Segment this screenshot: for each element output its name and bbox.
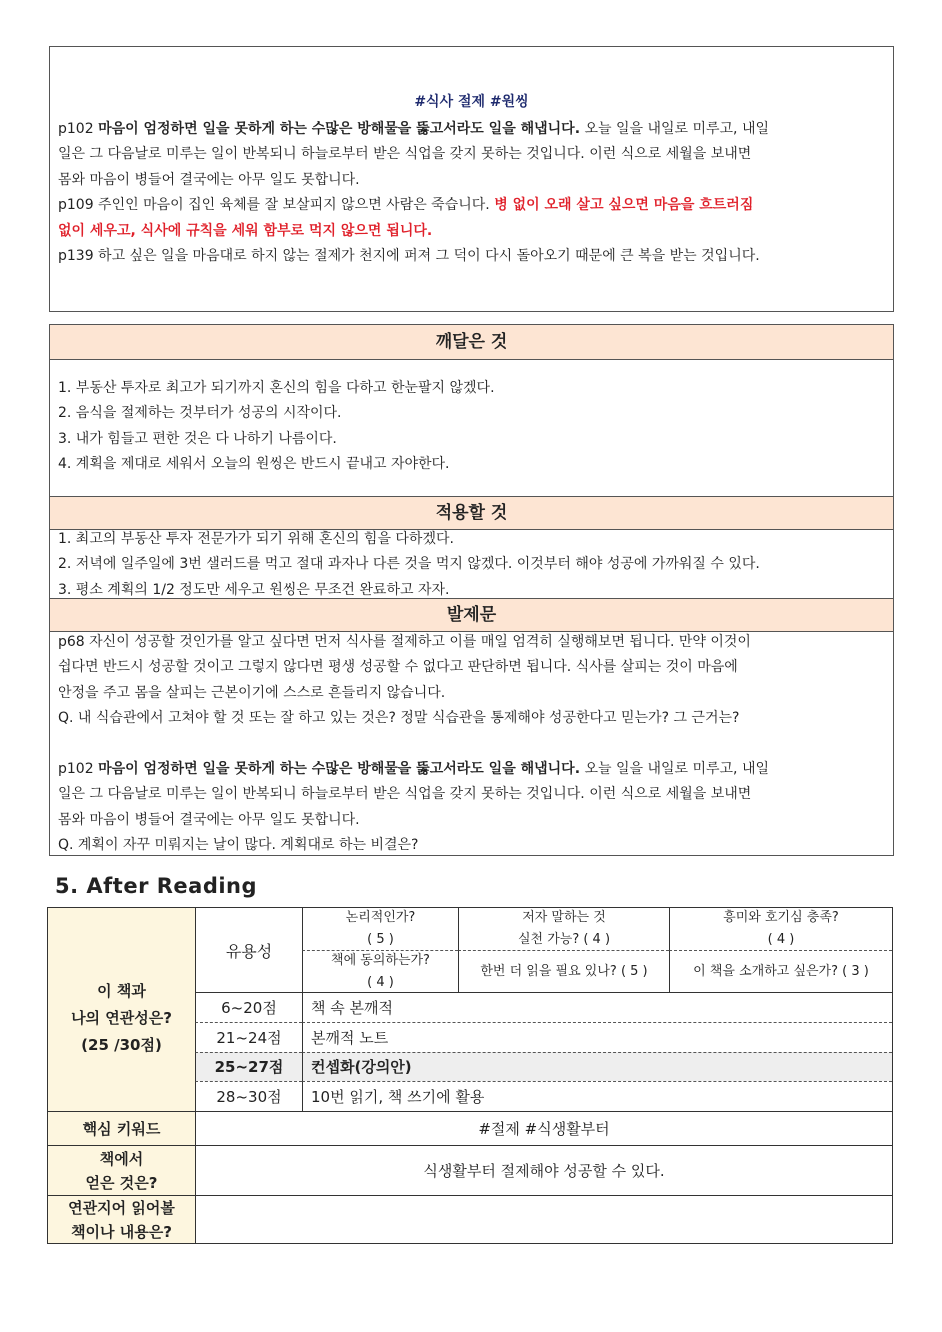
discussion-line [58, 833, 769, 858]
realized-list [58, 376, 495, 478]
line-text: 몸와 마음이 병들어 결국에는 아무 일도 못합니다. [58, 811, 360, 828]
quote-tags: #식사 절제 #원씽 [414, 94, 529, 110]
keyword-value: #절제 #식생활부터 [195, 1111, 892, 1145]
apply-item-line: 2. 저녁에 일주일에 3번 샐러드를 먹고 절대 과자나 다른 것을 먹지 않겠다. 이것부터 해야 성공에 가까워질 수 있다. [58, 556, 760, 573]
criteria-practical-label: 저자 말하는 것 [522, 910, 606, 925]
range-score: 25~27점 [195, 1052, 302, 1082]
quote-lines [58, 117, 888, 269]
line-text: p68 자신이 성공할 것인가를 알고 싶다면 먼저 식사를 절제하고 이를 매일 엄격히 실행해보면 됩니다. 만약 이것이 [58, 634, 751, 650]
related-value [195, 1195, 892, 1243]
criteria-agree-label: 책에 동의하는가? [331, 952, 430, 968]
realized-item-line: 3. 내가 힘들고 편한 것은 다 나하기 나름이다. [58, 430, 337, 447]
criteria-interest-label: 흥미와 호기심 충족? [723, 910, 839, 925]
criteria-recommend: 이 책을 소개하고 싶은가? ( 3 ) [669, 950, 892, 992]
discussion-lines [58, 630, 769, 859]
criteria-agree-score: ( 4 ) [367, 974, 394, 990]
keyword-label: 핵심 키워드 [48, 1111, 195, 1145]
related-label-line-1: 연관지어 읽어볼 [68, 1198, 175, 1217]
line-prefix: p109 주인인 마음이 집인 육체를 잘 보살피지 않으면 사람은 죽습니다. [58, 197, 495, 214]
gained-label [48, 1145, 195, 1195]
gained-value: 식생활부터 절제해야 성공할 수 있다. [195, 1145, 892, 1195]
realized-item-line: 4. 계획을 제대로 세워서 오늘의 원씽은 반드시 끝내고 자야한다. [58, 456, 450, 473]
discussion-line [58, 630, 769, 655]
quote-line [58, 193, 888, 218]
apply-item-line: 1. 최고의 부동산 투자 전문가가 되기 위해 혼신의 힘을 다하겠다. [58, 531, 454, 547]
quote-box [49, 46, 894, 312]
discussion-line [58, 655, 769, 680]
criteria-interest [669, 908, 892, 950]
line-rest: 오늘 일을 내일로 미루고, 내일 [580, 121, 770, 137]
criteria-practical [458, 908, 669, 950]
apply-section [49, 496, 894, 600]
discussion-line [58, 681, 769, 706]
discussion-line [58, 782, 769, 807]
line-text: 쉽다면 반드시 성공할 것이고 그렇지 않다면 평생 성공할 수 없다고 판단하면 됩니다. 식사를 살피는 것이 마음에 [58, 659, 738, 676]
related-label-line-2: 책이나 내용은? [71, 1222, 172, 1241]
realized-item-line: 1. 부동산 투자로 최고가 되기까지 혼신의 힘을 다하고 한눈팔지 않겠다. [58, 380, 495, 396]
relation-label [48, 908, 195, 1111]
discussion-line [58, 706, 769, 731]
quote-line [58, 117, 888, 142]
range-score: 21~24점 [195, 1022, 302, 1052]
line-text: 안정을 주고 몸을 살피는 근본이기에 스스로 흔들리지 않습니다. [58, 684, 446, 701]
realized-title: 깨달은 것 [50, 325, 893, 360]
range-action: 컨셉화(강의안) [302, 1052, 892, 1082]
quote-line [58, 219, 888, 244]
discussion-section [49, 598, 894, 856]
line-prefix: p102 [58, 761, 99, 778]
range-action: 10번 읽기, 책 쓰기에 활용 [302, 1081, 892, 1111]
after-reading-heading: 5. After Reading [55, 874, 258, 898]
line-text: p139 하고 싶은 일을 마음대로 하지 않는 절제가 천지에 퍼져 그 덕이 다시 돌아오기 때문에 큰 복을 받는 것입니다. [58, 248, 760, 265]
discussion-line [58, 732, 769, 757]
criteria-interest-score: ( 4 ) [767, 932, 795, 947]
gained-label-line-2: 얻은 것은? [85, 1173, 158, 1192]
quote-line [58, 168, 888, 193]
line-emphasis: 마음이 엄정하면 일을 못하게 하는 수많은 방해물을 뚫고서라도 일을 해냅니다. [98, 121, 581, 137]
relation-label-line-2: 나의 연관성은? [71, 1009, 172, 1027]
range-action: 책 속 본깨적 [302, 992, 892, 1022]
line-text: 몸와 마음이 병들어 결국에는 아무 일도 못합니다. [58, 171, 360, 188]
apply-title: 적용할 것 [50, 497, 893, 530]
criteria-reread: 한번 더 읽을 필요 있나? ( 5 ) [458, 950, 669, 992]
line-text: 일은 그 다음날로 미루는 일이 반복되니 하늘로부터 받은 식업을 갖지 못하는 것입니다. 이런 식으로 세월을 보내면 [58, 146, 752, 163]
gained-label-line-1: 책에서 [99, 1149, 144, 1168]
line-highlight: 병 없이 오래 살고 싶으면 마음을 흐트러짐 [494, 197, 754, 214]
range-action: 본깨적 노트 [302, 1022, 892, 1052]
discussion-title: 발제문 [50, 599, 893, 632]
relation-label-line-1: 이 책과 [97, 982, 146, 1000]
relation-label-line-3: (25 /30점) [81, 1036, 162, 1054]
after-reading-table [47, 907, 893, 1244]
apply-list [58, 527, 760, 603]
criteria-logical [302, 908, 458, 950]
quote-line [58, 244, 888, 269]
realized-section [49, 324, 894, 498]
quote-line [58, 142, 888, 167]
line-emphasis: 마음이 엄정하면 일을 못하게 하는 수많은 방해물을 뚫고서라도 일을 해냅니다. [98, 761, 581, 778]
range-score: 28~30점 [195, 1081, 302, 1111]
range-score: 6~20점 [195, 992, 302, 1022]
line-prefix: p102 [58, 121, 99, 137]
line-text: 일은 그 다음날로 미루는 일이 반복되니 하늘로부터 받은 식업을 갖지 못하는 것입니다. 이런 식으로 세월을 보내면 [58, 786, 752, 803]
line-text: Q. 내 식습관에서 고쳐야 할 것 또는 잘 하고 있는 것은? 정말 식습관을 통제해야 성공한다고 믿는가? 그 근거는? [58, 710, 740, 727]
usefulness-label: 유용성 [195, 908, 302, 992]
criteria-agree [302, 950, 458, 992]
criteria-practical-score: 실천 가능? ( 4 ) [517, 932, 611, 947]
criteria-logical-score: ( 5 ) [367, 932, 394, 947]
discussion-line [58, 757, 769, 782]
line-rest: 오늘 일을 내일로 미루고, 내일 [580, 761, 770, 778]
related-label [48, 1195, 195, 1243]
realized-item-line: 2. 음식을 절제하는 것부터가 성공의 시작이다. [58, 405, 342, 422]
discussion-line [58, 808, 769, 833]
line-text: Q. 계획이 자꾸 미뤄지는 날이 많다. 계획대로 하는 비결은? [58, 837, 419, 854]
criteria-logical-label: 논리적인가? [345, 910, 416, 925]
apply-item-line: 3. 평소 계획의 1/2 정도만 세우고 원씽은 무조건 완료하고 자자. [58, 581, 450, 598]
line-highlight: 없이 세우고, 식사에 규칙을 세워 함부로 먹지 않으면 됩니다. [58, 222, 433, 239]
